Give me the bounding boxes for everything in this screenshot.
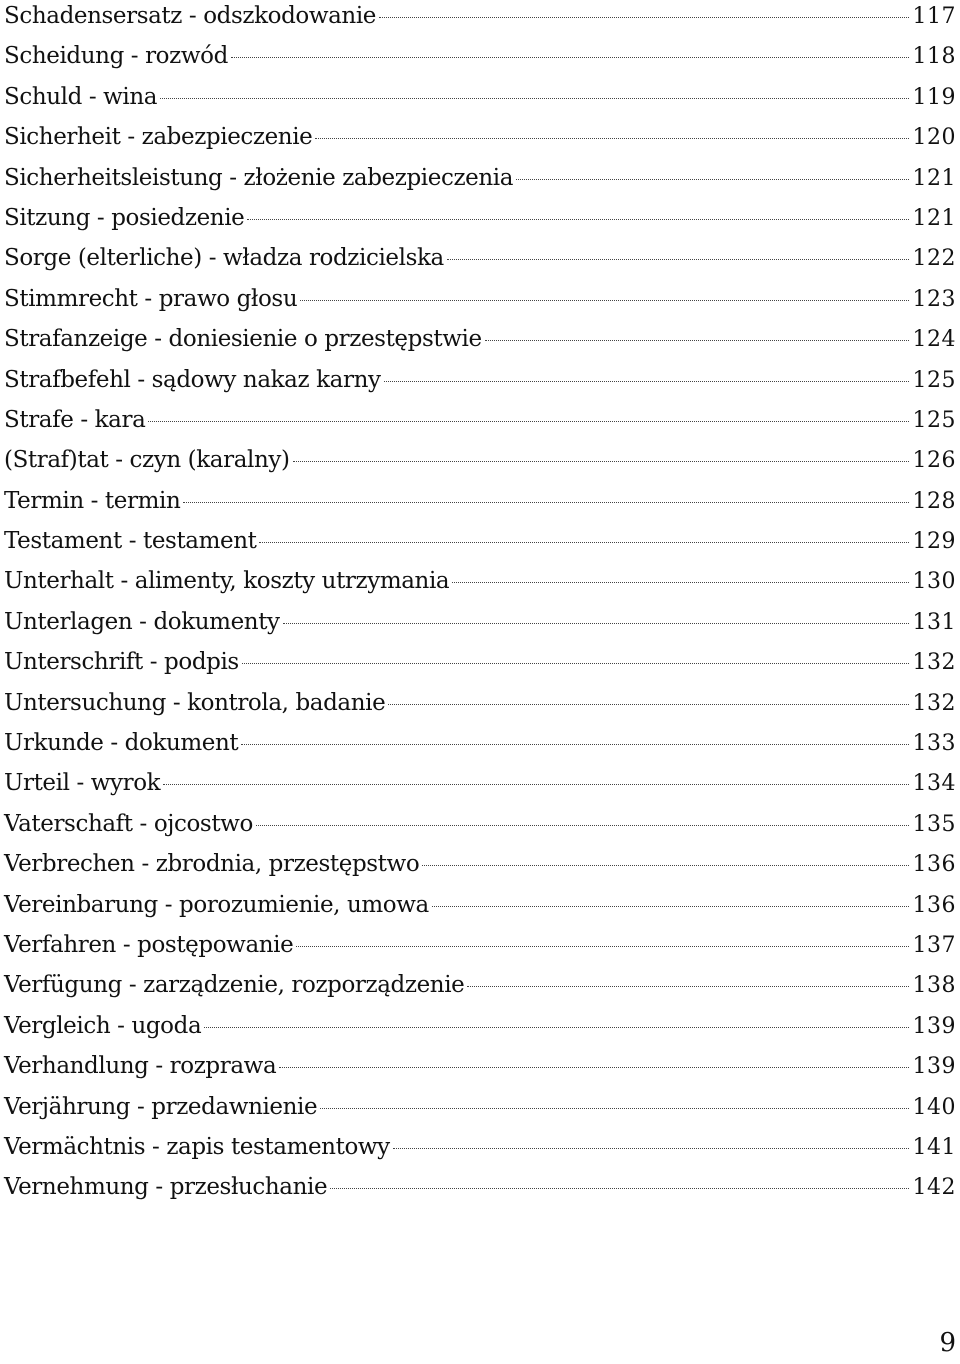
- entry-page-number: 132: [912, 650, 956, 676]
- entry-term: Urteil - wyrok: [4, 770, 161, 797]
- entry-page-number: 141: [912, 1134, 956, 1160]
- entry-page-number: 120: [912, 125, 956, 151]
- dot-leader: [242, 663, 909, 664]
- toc-entry: [4, 242, 956, 282]
- entry-term: Strafanzeige - doniesienie o przestępstwie: [4, 326, 482, 353]
- entry-page-number: 133: [912, 731, 956, 757]
- entry-page-number: 130: [912, 569, 956, 595]
- dot-leader: [320, 1108, 908, 1109]
- dot-leader: [279, 1067, 908, 1068]
- toc-entry: [4, 364, 956, 404]
- dot-leader: [293, 461, 909, 462]
- dot-leader: [388, 704, 908, 705]
- toc-entry: [4, 1131, 956, 1171]
- entry-term: Scheidung - rozwód: [4, 43, 228, 70]
- dot-leader: [379, 17, 908, 18]
- toc-entry: [4, 767, 956, 807]
- entry-page-number: 134: [912, 771, 956, 797]
- entry-page-number: 142: [912, 1175, 956, 1201]
- dot-leader: [256, 825, 909, 826]
- entry-term: Sicherheit - zabezpieczenie: [4, 124, 313, 151]
- toc-entry: [4, 1010, 956, 1050]
- toc-entry: [4, 929, 956, 969]
- entry-term: Sitzung - posiedzenie: [4, 204, 245, 231]
- entry-term: Sorge (elterliche) - władza rodzicielska: [4, 245, 444, 272]
- dot-leader: [432, 906, 909, 907]
- entry-term: Verhandlung - rozprawa: [4, 1053, 277, 1080]
- toc-entry: [4, 727, 956, 767]
- toc-entry: [4, 889, 956, 929]
- entry-term: Termin - termin: [4, 487, 181, 514]
- entry-term: Verfahren - postępowanie: [4, 931, 294, 958]
- entry-term: Vermächtnis - zapis testamentowy: [4, 1133, 390, 1160]
- toc-entry: [4, 323, 956, 363]
- toc-entry: [4, 646, 956, 686]
- dot-leader: [204, 1027, 908, 1028]
- dot-leader: [315, 138, 908, 139]
- dot-leader: [241, 744, 908, 745]
- entry-page-number: 123: [912, 286, 956, 312]
- dot-leader: [160, 98, 908, 99]
- entry-term: Strafbefehl - sądowy nakaz karny: [4, 366, 381, 393]
- dot-leader: [485, 340, 909, 341]
- toc-entry: [4, 606, 956, 646]
- entry-page-number: 125: [912, 367, 956, 393]
- dot-leader: [300, 300, 908, 301]
- entry-term: Schuld - wina: [4, 83, 158, 110]
- entry-page-number: 132: [912, 690, 956, 716]
- toc-entry: [4, 0, 956, 40]
- dot-leader: [330, 1188, 908, 1189]
- toc-entry: [4, 687, 956, 727]
- dot-leader: [259, 542, 908, 543]
- entry-term: (Straf)tat - czyn (karalny): [4, 447, 290, 474]
- entry-term: Unterschrift - podpis: [4, 649, 239, 676]
- dot-leader: [148, 421, 908, 422]
- dot-leader: [422, 865, 908, 866]
- toc-entry: [4, 485, 956, 525]
- dot-leader: [183, 502, 908, 503]
- toc-entry: [4, 1050, 956, 1090]
- entry-page-number: 118: [912, 44, 956, 70]
- entry-page-number: 139: [912, 1013, 956, 1039]
- entry-page-number: 135: [912, 811, 956, 837]
- entry-page-number: 128: [912, 488, 956, 514]
- entry-page-number: 122: [912, 246, 956, 272]
- entry-term: Verjährung - przedawnienie: [4, 1093, 318, 1120]
- toc-entry: [4, 848, 956, 888]
- entry-page-number: 126: [912, 448, 956, 474]
- toc-entry: [4, 565, 956, 605]
- entry-page-number: 138: [912, 973, 956, 999]
- entry-term: Schadensersatz - odszkodowanie: [4, 3, 377, 29]
- entry-term: Testament - testament: [4, 528, 257, 555]
- dot-leader: [163, 784, 908, 785]
- entry-page-number: 137: [912, 932, 956, 958]
- entry-page-number: 129: [912, 529, 956, 555]
- dot-leader: [283, 623, 909, 624]
- toc-entry: [4, 969, 956, 1009]
- entry-term: Verfügung - zarządzenie, rozporządzenie: [4, 972, 465, 999]
- entry-term: Strafe - kara: [4, 406, 146, 433]
- entry-term: Sicherheitsleistung - złożenie zabezpieczenia: [4, 164, 514, 191]
- toc-entry: [4, 808, 956, 848]
- entry-page-number: 117: [912, 4, 956, 29]
- entry-term: Vergleich - ugoda: [4, 1012, 202, 1039]
- dot-leader: [393, 1148, 909, 1149]
- entry-page-number: 119: [912, 84, 956, 110]
- entry-term: Urkunde - dokument: [4, 730, 239, 757]
- dot-leader: [384, 381, 909, 382]
- toc-entry: [4, 1171, 956, 1211]
- entry-page-number: 121: [912, 205, 956, 231]
- page-number: 9: [939, 1328, 956, 1358]
- dot-leader: [467, 986, 908, 987]
- dot-leader: [296, 946, 908, 947]
- entry-page-number: 139: [912, 1054, 956, 1080]
- entry-page-number: 124: [912, 327, 956, 353]
- dot-leader: [247, 219, 908, 220]
- toc-entry: [4, 202, 956, 242]
- toc-entry: [4, 404, 956, 444]
- dot-leader: [447, 259, 909, 260]
- dot-leader: [452, 582, 908, 583]
- dot-leader: [516, 179, 908, 180]
- table-of-contents: [4, 0, 956, 1212]
- toc-entry: [4, 444, 956, 484]
- dot-leader: [231, 57, 909, 58]
- toc-entry: [4, 283, 956, 323]
- entry-term: Untersuchung - kontrola, badanie: [4, 689, 386, 716]
- entry-term: Verbrechen - zbrodnia, przestępstwo: [4, 851, 420, 878]
- entry-page-number: 125: [912, 407, 956, 433]
- entry-term: Vernehmung - przesłuchanie: [4, 1174, 328, 1201]
- entry-page-number: 136: [912, 892, 956, 918]
- entry-page-number: 136: [912, 852, 956, 878]
- entry-page-number: 121: [912, 165, 956, 191]
- toc-entry: [4, 81, 956, 121]
- toc-entry: [4, 162, 956, 202]
- entry-page-number: 140: [912, 1094, 956, 1120]
- entry-term: Vereinbarung - porozumienie, umowa: [4, 891, 429, 918]
- entry-term: Unterhalt - alimenty, koszty utrzymania: [4, 568, 450, 595]
- entry-page-number: 131: [912, 609, 956, 635]
- toc-entry: [4, 525, 956, 565]
- entry-term: Vaterschaft - ojcostwo: [4, 810, 253, 837]
- entry-term: Stimmrecht - prawo głosu: [4, 285, 298, 312]
- entry-term: Unterlagen - dokumenty: [4, 608, 280, 635]
- toc-entry: [4, 1091, 956, 1131]
- toc-entry: [4, 40, 956, 80]
- toc-entry: [4, 121, 956, 161]
